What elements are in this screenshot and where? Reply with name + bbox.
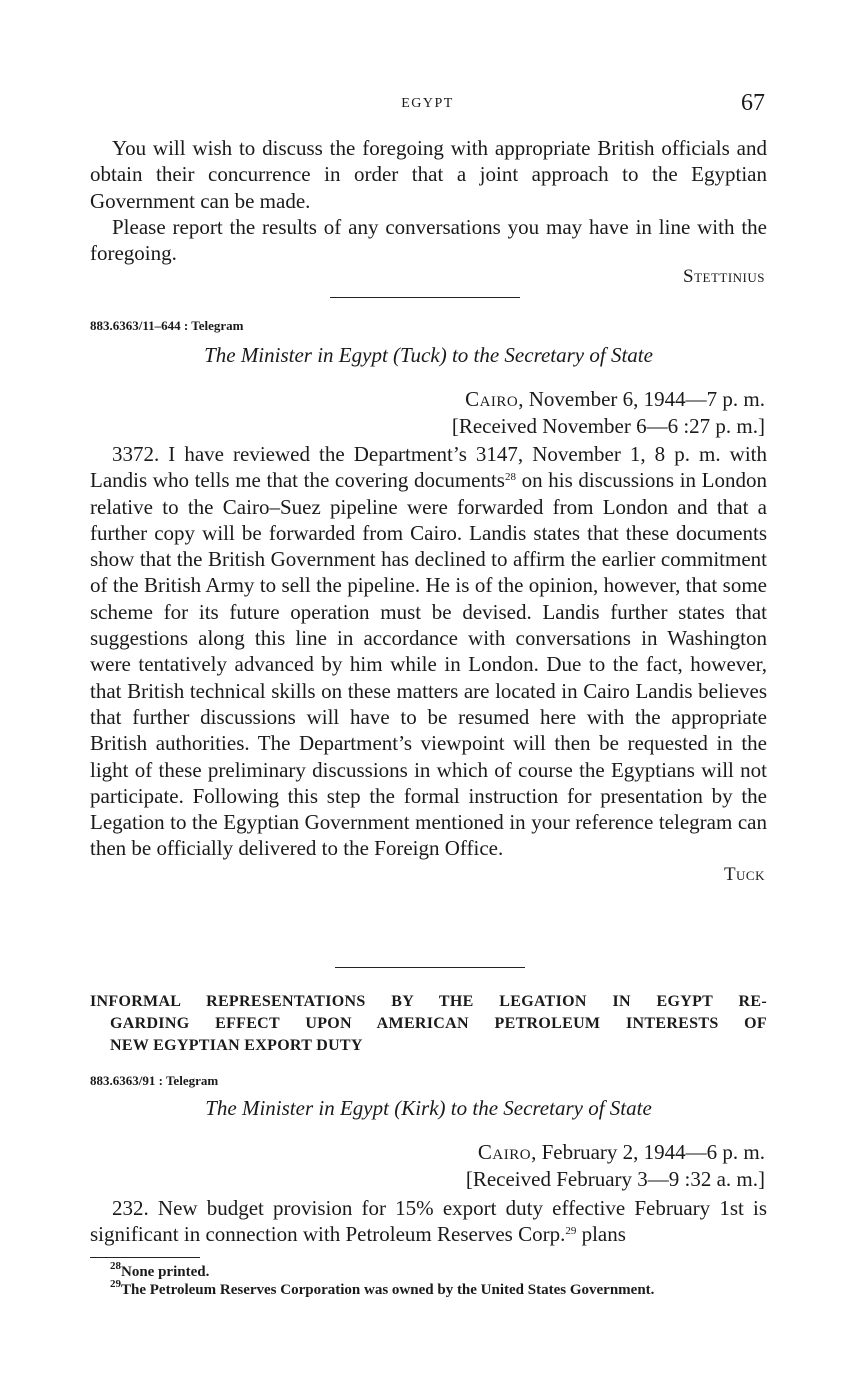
- footnote-text: None printed.: [121, 1264, 210, 1280]
- document-title: The Minister in Egypt (Kirk) to the Secretary of State: [205, 1096, 652, 1120]
- body-text: 232. New budget provision for 15% export duty effective February 1st is significant in connection with Petroleum Reserves Corp.: [90, 1196, 767, 1247]
- dateline-date: , November 6, 1944—7 p. m.: [518, 387, 765, 411]
- footnote: [90, 1278, 767, 1299]
- page-number: 67: [741, 90, 765, 116]
- footnote-ref: 29: [565, 1225, 577, 1238]
- closing-paragraphs: [90, 135, 767, 291]
- footnote-ref: 28: [504, 471, 516, 484]
- telegram-body: [90, 441, 767, 888]
- heading-line: GARDING EFFECT UPON AMERICAN PETROLEUM INTERESTS OF: [110, 1015, 767, 1032]
- file-reference: 883.6363/91 : Telegram: [90, 1073, 219, 1088]
- footnotes: [90, 1260, 767, 1299]
- body-text: on his discussions in London relative to the Cairo–Suez pipeline were forwarded from London and that a further copy will be forwarded from Cairo. Landis states that these documents show that the British Government has declined to affirm the earlier commitment of the British Army to sell the pipeline. He is of the opinion, however, that some scheme for its future operation must be devised. Landis further states that suggestions along this line in accordance with conversations in Washington were tentatively advanced by him while in London. Due to the fact, however, that British technical skills on these matters are located in Cairo Landis believes that further discussions will have to be resumed here with the appropriate British authorities. The Department’s viewpoint will then be requested in the light of these preliminary discussions in which of course the Egyptians will not participate. Following this step the formal instruction for presentation by the Legation to the Egyptian Government mentioned in your reference telegram can then be officially delivered to the Foreign Office.: [90, 468, 767, 861]
- paragraph: Please report the results of any conversations you may have in line with the foregoing.: [90, 214, 767, 266]
- dateline-date: , February 2, 1944—6 p. m.: [531, 1140, 765, 1164]
- telegram-body: [90, 1195, 767, 1248]
- footnote-rule: [90, 1257, 200, 1258]
- section-heading: [90, 991, 767, 1057]
- received-line: [Received February 3—9 :32 a. m.]: [465, 1167, 765, 1191]
- section-divider: [330, 297, 520, 298]
- footnote-text: The Petroleum Reserves Corporation was owned by the United States Government.: [121, 1282, 655, 1298]
- body-text: 3372. I have reviewed the Department’s 3147, November 1, 8 p. m. with Landis who tells me that the covering documents: [90, 442, 767, 493]
- dateline: [466, 1139, 765, 1193]
- paragraph: You will wish to discuss the foregoing with appropriate British officials and obtain their concurrence in order that a joint approach to the Egyptian Government can be made.: [90, 136, 767, 213]
- running-header: [90, 90, 765, 120]
- signature-stettinius: Stettinius: [683, 266, 765, 288]
- heading-line: NEW EGYPTIAN EXPORT DUTY: [110, 1037, 363, 1054]
- document-title: The Minister in Egypt (Tuck) to the Secretary of State: [204, 343, 653, 367]
- received-line: [Received November 6—6 :27 p. m.]: [451, 414, 765, 438]
- dateline-place: Cairo: [465, 387, 519, 411]
- running-title: EGYPT: [401, 96, 454, 111]
- section-divider: [335, 967, 525, 968]
- dateline-place: Cairo: [477, 1140, 532, 1164]
- footnote: [90, 1260, 767, 1281]
- heading-line: INFORMAL REPRESENTATIONS BY THE LEGATION IN EGYPT RE-: [90, 993, 767, 1010]
- paragraph: [90, 1195, 767, 1248]
- signature-tuck: Tuck: [723, 863, 765, 885]
- footnote-mark: 29: [110, 1278, 121, 1290]
- dateline: [452, 386, 765, 440]
- paragraph: [90, 441, 767, 862]
- file-reference: 883.6363/11–644 : Telegram: [90, 318, 244, 333]
- footnote-mark: 28: [110, 1260, 121, 1272]
- body-text: plans: [576, 1222, 626, 1247]
